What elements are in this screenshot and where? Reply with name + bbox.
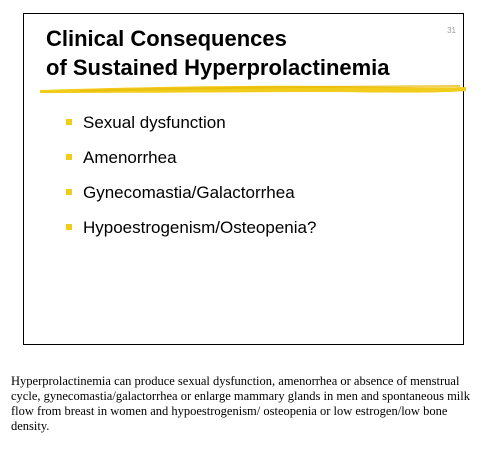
slide-title-line-2: of Sustained Hyperprolactinemia (46, 55, 390, 80)
bullet-item (66, 182, 316, 217)
slide-title (46, 24, 390, 82)
bullet-item (66, 147, 316, 182)
slide-number: 31 (447, 26, 456, 35)
slide-title-line-1: Clinical Consequences (46, 26, 287, 51)
bullet-item (66, 112, 316, 147)
bullet-text: Sexual dysfunction (83, 113, 226, 132)
bullet-item (66, 217, 316, 252)
title-underline-stroke (40, 82, 466, 96)
slide-caption: Hyperprolactinemia can produce sexual dysfunction, amenorrhea or absence of menstrual cycle, gynecomastia/galactorrhea or enlarge mammary glands in men and spontaneous milk flow from breast in women and hypoestrogenism/ osteopenia or low estrogen/low bone density. (11, 374, 470, 433)
square-bullet-icon (66, 224, 72, 230)
slide (23, 13, 464, 345)
square-bullet-icon (66, 189, 72, 195)
bullet-text: Amenorrhea (83, 148, 177, 167)
square-bullet-icon (66, 119, 72, 125)
square-bullet-icon (66, 154, 72, 160)
bullet-text: Hypoestrogenism/Osteopenia? (83, 218, 317, 237)
bullet-text: Gynecomastia/Galactorrhea (83, 183, 295, 202)
bullet-list (66, 112, 316, 252)
